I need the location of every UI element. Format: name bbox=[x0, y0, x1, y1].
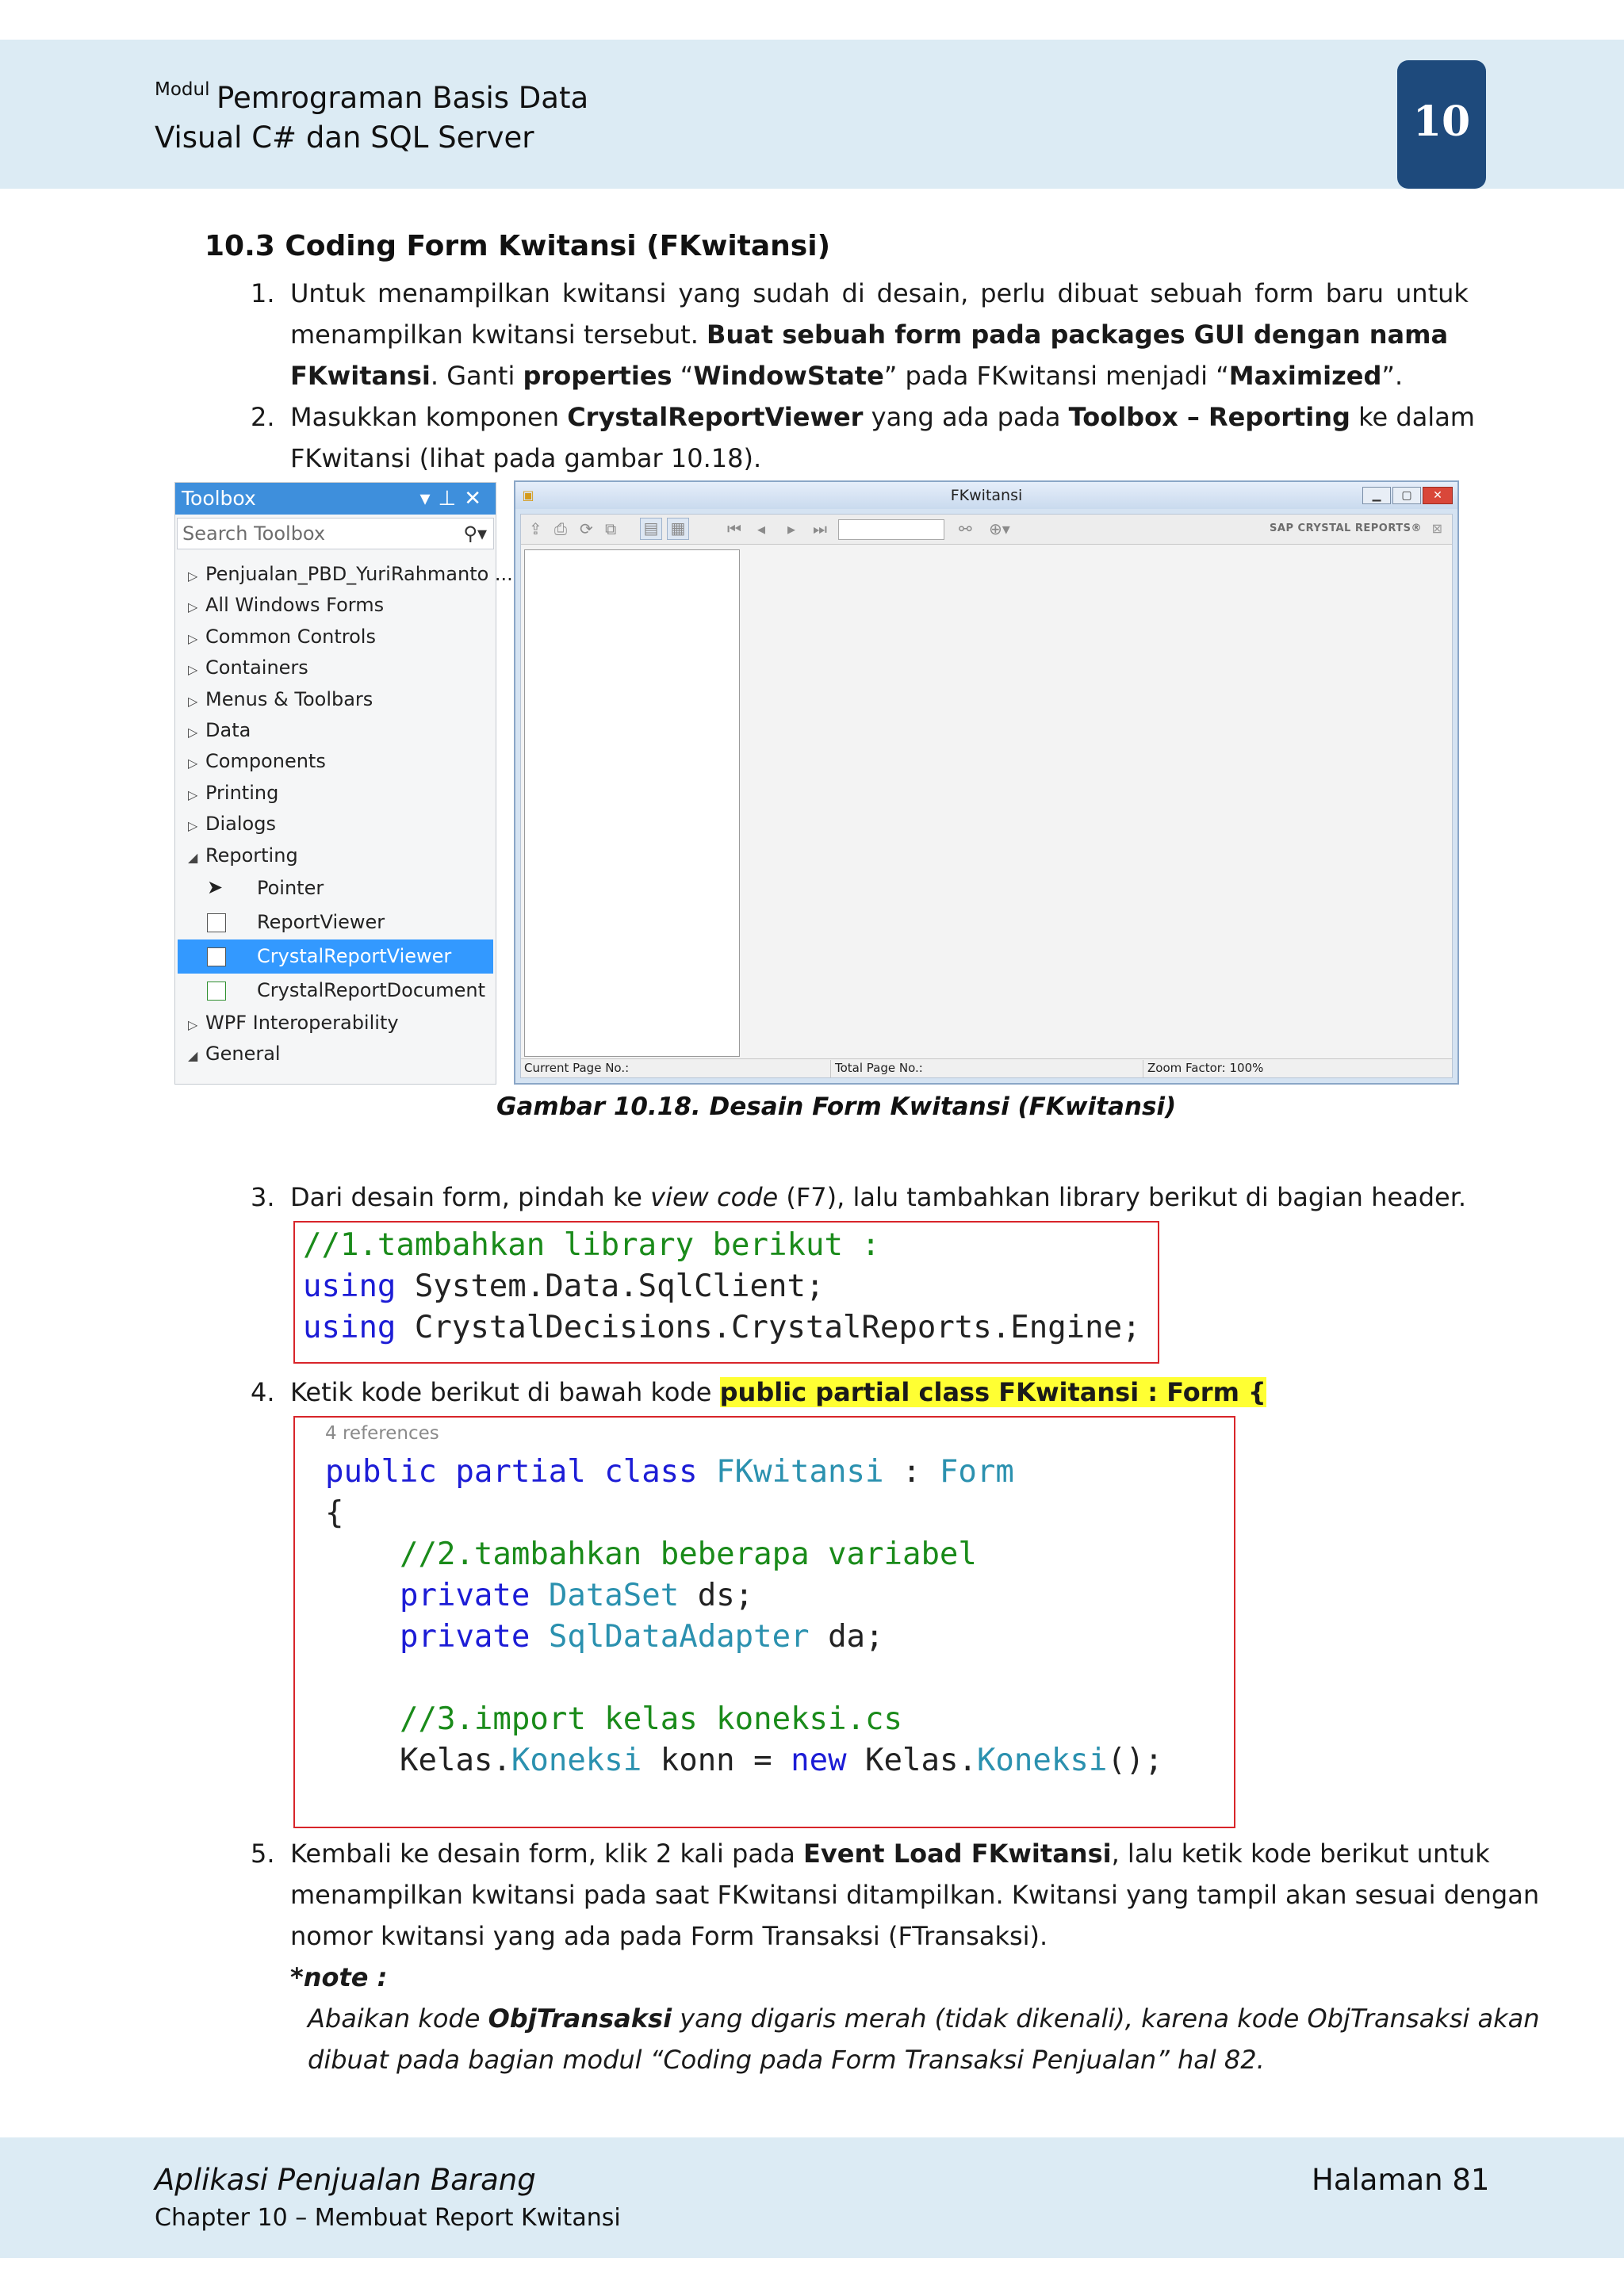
word: Untuk bbox=[290, 278, 366, 308]
copy-icon[interactable]: ⧉ bbox=[605, 519, 617, 538]
code-snippet-class-fields bbox=[293, 1416, 1235, 1828]
code-comment: //1.tambahkan library berikut : bbox=[303, 1227, 880, 1263]
last-page-icon[interactable]: ⏭ bbox=[813, 519, 827, 538]
text-run: ke dalam bbox=[1350, 402, 1475, 432]
toolbox-item-crystalreportviewer[interactable] bbox=[178, 939, 493, 974]
footer-book-title: Aplikasi Penjualan Barang bbox=[155, 2163, 536, 2197]
word: desain, bbox=[876, 278, 969, 308]
toolbox-category[interactable] bbox=[175, 684, 496, 715]
tool-label: Pointer bbox=[257, 876, 324, 899]
references-codelens[interactable]: 4 references bbox=[325, 1423, 439, 1444]
bold-run: WindowState bbox=[693, 361, 884, 391]
viewer-status-bar bbox=[521, 1058, 1452, 1077]
code-line-koneksi-instance bbox=[400, 1741, 1163, 1781]
module-title-line1: Pemrograman Basis Data bbox=[216, 81, 589, 115]
step-1-line-1 bbox=[290, 273, 1469, 314]
keyword: public bbox=[325, 1454, 437, 1490]
toolbox-window-actions bbox=[419, 483, 489, 515]
toolbox-search-input[interactable] bbox=[177, 518, 494, 549]
text-run: dibuat pada bagian modul “Coding pada Form Transaksi Penjualan” hal 82. bbox=[308, 2045, 1265, 2075]
type-name: SqlDataAdapter bbox=[548, 1619, 810, 1655]
code-line-adapter-field bbox=[400, 1617, 884, 1657]
zoom-factor-label: Zoom Factor: 100% bbox=[1147, 1061, 1264, 1075]
step-3-text bbox=[290, 1177, 1480, 1218]
toolbox-panel bbox=[174, 482, 513, 1085]
bold-run: ObjTransaksi bbox=[488, 2003, 672, 2034]
text-run: (F7), lalu tambahkan library berikut di bagian header. bbox=[778, 1182, 1467, 1212]
punctuation: : bbox=[883, 1454, 940, 1490]
group-tree-panel[interactable] bbox=[524, 549, 740, 1057]
chevron-right-icon: ▷ bbox=[188, 818, 198, 834]
namespace: CrystalDecisions.CrystalReports.Engine; bbox=[396, 1310, 1141, 1345]
section-title: 10.3 Coding Form Kwitansi (FKwitansi) bbox=[205, 230, 831, 262]
step-5-line-2 bbox=[290, 1874, 1540, 1915]
crystal-report-document-icon bbox=[207, 982, 226, 1001]
footer-band bbox=[0, 2137, 1624, 2258]
text-run: Abaikan kode bbox=[308, 2003, 488, 2034]
next-page-icon[interactable]: ▸ bbox=[787, 519, 796, 538]
category-label: WPF Interoperability bbox=[205, 1011, 399, 1034]
category-label: Dialogs bbox=[205, 813, 276, 836]
word: di bbox=[841, 278, 865, 308]
category-label: Data bbox=[205, 718, 251, 741]
toolbox-category[interactable] bbox=[175, 778, 496, 809]
code-line-dataset-field bbox=[400, 1576, 753, 1616]
keyword: partial bbox=[455, 1454, 586, 1490]
note-line-2 bbox=[290, 2039, 1469, 2080]
step-1-line-3 bbox=[290, 355, 1469, 396]
crystal-report-viewer bbox=[520, 514, 1453, 1078]
step-5-line-3 bbox=[290, 1915, 1469, 1957]
category-label: Penjualan_PBD_YuriRahmanto ... bbox=[205, 563, 513, 585]
text-run: yang ada pada bbox=[863, 402, 1069, 432]
type-name: Koneksi bbox=[976, 1743, 1108, 1778]
bold-run: FKwitansi bbox=[290, 361, 431, 391]
word: menampilkan bbox=[377, 278, 550, 308]
chevron-down-icon: ◢ bbox=[188, 849, 198, 865]
toolbox-category[interactable] bbox=[175, 559, 513, 590]
code-open-brace: { bbox=[325, 1495, 344, 1531]
module-label: Modul bbox=[155, 79, 210, 100]
chevron-down-icon: ◢ bbox=[188, 1048, 198, 1064]
namespace: System.Data.SqlClient; bbox=[396, 1269, 825, 1304]
bold-run: properties bbox=[523, 361, 672, 391]
text-run: Dari desain form, pindah ke bbox=[290, 1182, 651, 1212]
toolbox-category[interactable] bbox=[175, 622, 496, 652]
text-run: FKwitansi (lihat pada gambar 10.18). bbox=[290, 443, 762, 473]
toolbox-item-pointer[interactable] bbox=[175, 871, 496, 905]
refresh-icon[interactable]: ⟳ bbox=[580, 519, 593, 538]
keyword: new bbox=[791, 1743, 847, 1778]
category-label: All Windows Forms bbox=[205, 594, 385, 617]
goto-page-input[interactable] bbox=[838, 519, 944, 540]
toggle-parameter-panel-icon[interactable]: ▤ bbox=[640, 518, 662, 540]
toolbox-category[interactable] bbox=[175, 715, 496, 746]
status-divider bbox=[830, 1060, 831, 1077]
step-2-line-1 bbox=[290, 396, 1475, 438]
tool-label: ReportViewer bbox=[257, 910, 385, 933]
report-viewer-icon bbox=[207, 913, 226, 932]
category-label: General bbox=[205, 1043, 281, 1066]
code-comment: //2.tambahkan beberapa variabel bbox=[400, 1536, 977, 1572]
sap-crystal-reports-label: SAP CRYSTAL REPORTS® bbox=[1270, 522, 1422, 534]
close-icon[interactable]: ✕ bbox=[464, 487, 489, 511]
keyword: private bbox=[400, 1578, 530, 1613]
text-run: , lalu ketik kode berikut untuk bbox=[1111, 1839, 1490, 1869]
step-1-text bbox=[290, 273, 1469, 396]
export-icon[interactable]: ⇪ bbox=[529, 519, 542, 538]
tool-label: CrystalReportViewer bbox=[257, 944, 452, 967]
text-run: ” pada FKwitansi menjadi “ bbox=[883, 361, 1229, 391]
toolbox-category[interactable] bbox=[175, 652, 496, 683]
text-run: yang digaris merah (tidak dikenali), karena kode ObjTransaksi akan bbox=[672, 2003, 1540, 2034]
close-button[interactable]: ✕ bbox=[1423, 487, 1453, 504]
bold-run: Maximized bbox=[1228, 361, 1382, 391]
keyword: private bbox=[400, 1619, 530, 1655]
toolbox-category[interactable] bbox=[175, 590, 496, 621]
word: dibuat bbox=[1057, 278, 1139, 308]
toolbox-category-reporting[interactable] bbox=[175, 840, 496, 871]
module-title-line2: Visual C# dan SQL Server bbox=[155, 121, 534, 155]
punctuation: (); bbox=[1107, 1743, 1163, 1778]
maximize-button[interactable]: ▢ bbox=[1392, 487, 1421, 504]
text-run: nomor kwitansi yang ada pada Form Transaksi (FTransaksi). bbox=[290, 1921, 1048, 1951]
step-5-line-1 bbox=[290, 1833, 1490, 1874]
toolbox-item-reportviewer[interactable] bbox=[175, 905, 496, 939]
word: form bbox=[1254, 278, 1314, 308]
note-label: *note : bbox=[290, 1962, 388, 1992]
minimize-button[interactable]: ▁ bbox=[1362, 487, 1391, 504]
step-number: 3. bbox=[251, 1182, 275, 1212]
chevron-right-icon: ▷ bbox=[188, 693, 198, 709]
word: yang bbox=[678, 278, 741, 308]
word: sebuah bbox=[1150, 278, 1243, 308]
text-run: Masukkan komponen bbox=[290, 402, 568, 432]
pointer-icon: ➤ bbox=[207, 875, 224, 898]
text-run: ”. bbox=[1381, 361, 1404, 391]
toolbox-category-general[interactable] bbox=[175, 1039, 496, 1070]
report-page-area[interactable] bbox=[743, 549, 1450, 1057]
search-placeholder: Search Toolbox bbox=[182, 522, 326, 545]
text-run: Ketik kode berikut di bawah kode bbox=[290, 1377, 720, 1407]
class-name: FKwitansi bbox=[716, 1454, 884, 1490]
chevron-right-icon: ▷ bbox=[188, 662, 198, 678]
dropdown-icon[interactable]: ▾ bbox=[419, 487, 439, 511]
category-label: Printing bbox=[205, 781, 279, 804]
chevron-right-icon: ▷ bbox=[188, 724, 198, 740]
form-title-bar bbox=[515, 482, 1457, 509]
crystal-report-viewer-icon bbox=[207, 947, 226, 966]
text-run: menampilkan kwitansi tersebut. bbox=[290, 320, 707, 350]
first-page-icon[interactable]: ⏮ bbox=[727, 519, 741, 538]
tool-label: CrystalReportDocument bbox=[257, 978, 486, 1001]
toggle-group-tree-icon[interactable]: ▦ bbox=[667, 518, 689, 540]
base-class: Form bbox=[939, 1454, 1014, 1490]
form-title: FKwitansi bbox=[950, 487, 1023, 504]
chevron-right-icon: ▷ bbox=[188, 630, 198, 646]
footer-page-number: Halaman 81 bbox=[1312, 2163, 1490, 2197]
toolbox-title: Toolbox bbox=[182, 487, 256, 510]
chevron-right-icon: ▷ bbox=[188, 1016, 198, 1032]
chevron-right-icon: ▷ bbox=[188, 786, 198, 802]
previous-page-icon[interactable]: ◂ bbox=[757, 519, 766, 538]
step-1-line-2 bbox=[290, 314, 1469, 355]
form-app-icon: ▣ bbox=[522, 488, 534, 503]
toolbox-title-bar bbox=[175, 483, 496, 515]
category-label: Containers bbox=[205, 656, 308, 679]
toolbox-category[interactable] bbox=[175, 746, 496, 777]
toolbox-category[interactable] bbox=[175, 1008, 496, 1039]
bold-run: Event Load FKwitansi bbox=[803, 1839, 1112, 1869]
text-run: menampilkan kwitansi pada saat FKwitansi ditampilkan. Kwitansi yang tampil akan sesuai dengan bbox=[290, 1880, 1540, 1910]
note-line-1 bbox=[290, 1998, 1540, 2039]
type-name: DataSet bbox=[548, 1578, 680, 1613]
total-page-label: Total Page No.: bbox=[835, 1061, 923, 1075]
zoom-icon[interactable]: ⊕▾ bbox=[989, 519, 1010, 538]
identifier: Kelas. bbox=[846, 1743, 977, 1778]
word: baru bbox=[1325, 278, 1385, 308]
step-2-line-2 bbox=[290, 438, 1469, 479]
pin-icon[interactable]: ⊥ bbox=[438, 487, 465, 511]
code-line-class-declaration bbox=[325, 1452, 1014, 1492]
category-label: Common Controls bbox=[205, 625, 376, 648]
step-4-text bbox=[290, 1372, 1480, 1413]
text-run: . Ganti bbox=[430, 361, 523, 391]
bold-run: Toolbox – Reporting bbox=[1068, 402, 1350, 432]
chevron-right-icon: ▷ bbox=[188, 568, 198, 584]
category-label: Reporting bbox=[205, 844, 298, 867]
figure-caption: Gambar 10.18. Desain Form Kwitansi (FKwitansi) bbox=[496, 1093, 1177, 1121]
identifier: Kelas. bbox=[400, 1743, 511, 1778]
search-icon[interactable]: ⚲▾ bbox=[463, 522, 487, 545]
keyword: class bbox=[604, 1454, 698, 1490]
bold-run: Buat sebuah form pada packages GUI dengan nama bbox=[707, 320, 1449, 350]
identifier: da; bbox=[809, 1619, 884, 1655]
identifier: ds; bbox=[679, 1578, 754, 1613]
text-run: “ bbox=[672, 361, 694, 391]
fkwitansi-form-window bbox=[514, 480, 1459, 1085]
chapter-badge: 10 bbox=[1397, 60, 1486, 189]
step-5-text bbox=[290, 1833, 1540, 2080]
code-snippet-usings bbox=[293, 1221, 1159, 1364]
find-icon[interactable]: ⚯ bbox=[959, 519, 972, 538]
step-number: 1. bbox=[251, 278, 275, 308]
identifier: konn = bbox=[642, 1743, 791, 1778]
step-number: 2. bbox=[251, 402, 275, 432]
text-run: Kembali ke desain form, klik 2 kali pada bbox=[290, 1839, 804, 1869]
word: untuk bbox=[1396, 278, 1469, 308]
step-number: 5. bbox=[251, 1839, 275, 1869]
toolbox-item-crystalreportdocument[interactable] bbox=[175, 974, 496, 1008]
footer-chapter: Chapter 10 – Membuat Report Kwitansi bbox=[155, 2204, 621, 2232]
keyword: using bbox=[303, 1310, 396, 1345]
word: perlu bbox=[980, 278, 1046, 308]
code-line-using-sqlclient bbox=[303, 1267, 824, 1307]
bold-run: CrystalReportViewer bbox=[567, 402, 864, 432]
toolbox-category[interactable] bbox=[175, 809, 496, 840]
code-line-using-crystal bbox=[303, 1308, 1141, 1348]
chevron-right-icon: ▷ bbox=[188, 756, 198, 771]
word: kwitansi bbox=[561, 278, 667, 308]
word: sudah bbox=[753, 278, 830, 308]
keyword: using bbox=[303, 1269, 396, 1304]
close-tab-icon[interactable]: ⊠ bbox=[1431, 521, 1442, 536]
code-comment: //3.import kelas koneksi.cs bbox=[400, 1701, 902, 1737]
viewer-toolbar bbox=[521, 515, 1452, 545]
highlighted-code-reference: public partial class FKwitansi : Form { bbox=[719, 1377, 1266, 1407]
current-page-label: Current Page No.: bbox=[524, 1061, 630, 1075]
type-name: Koneksi bbox=[511, 1743, 642, 1778]
italic-run: view code bbox=[650, 1182, 779, 1212]
step-2-text bbox=[290, 396, 1475, 479]
step-number: 4. bbox=[251, 1377, 275, 1407]
print-icon[interactable]: ⎙ bbox=[554, 519, 567, 538]
category-label: Menus & Toolbars bbox=[205, 687, 373, 710]
category-label: Components bbox=[205, 750, 326, 773]
chevron-right-icon: ▷ bbox=[188, 599, 198, 615]
